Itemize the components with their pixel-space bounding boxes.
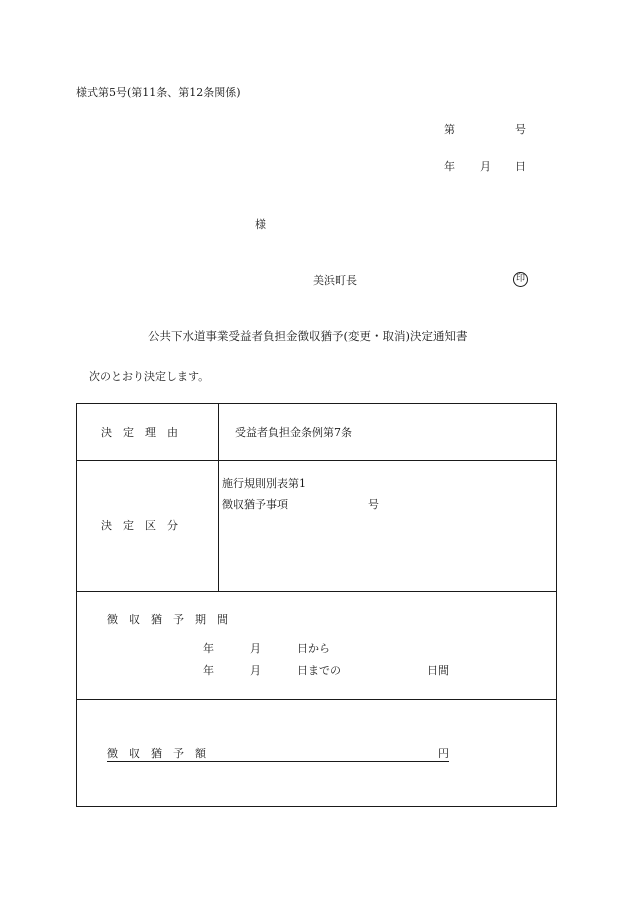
date-month: 月: [480, 160, 491, 173]
period-end-day: 日までの: [297, 664, 341, 677]
category-line1: 施行規則別表第1: [222, 477, 306, 490]
category-label: 決 定 区 分: [101, 519, 178, 532]
amount-cell: [77, 700, 557, 807]
period-start-year: 年: [203, 642, 214, 655]
date-year: 年: [444, 160, 455, 173]
category-line2: 徴収猶予事項: [222, 498, 288, 511]
reason-label: 決 定 理 由: [101, 426, 178, 439]
period-days: 日間: [427, 664, 449, 677]
reason-label-cell: [77, 404, 219, 461]
date-day: 日: [515, 160, 526, 173]
reason-value-cell: [219, 404, 557, 461]
amount-unit: 円: [438, 747, 449, 760]
seal-icon: 印: [513, 272, 528, 287]
period-start-month: 月: [250, 642, 261, 655]
period-end-month: 月: [250, 664, 261, 677]
recipient-suffix: 様: [255, 218, 266, 231]
form-number: 様式第5号(第11条、第12条関係): [76, 86, 241, 99]
amount-underline: [107, 761, 449, 762]
decision-table: [76, 403, 557, 807]
intro-text: 次のとおり決定します。: [89, 370, 210, 383]
doc-number-prefix: 第: [444, 123, 455, 136]
period-label: 徴 収 猶 予 期 間: [107, 613, 228, 626]
category-label-cell: [77, 461, 219, 592]
document-title: 公共下水道事業受益者負担金徴収猶予(変更・取消)決定通知書: [148, 329, 468, 343]
reason-value: 受益者負担金条例第7条: [235, 426, 352, 439]
issuer: 美浜町長: [313, 274, 357, 287]
doc-number-suffix: 号: [515, 123, 526, 136]
period-start-day: 日から: [297, 642, 330, 655]
category-line2-suffix: 号: [368, 498, 379, 511]
category-value-cell: [219, 461, 557, 592]
period-cell: [77, 592, 557, 700]
period-end-year: 年: [203, 664, 214, 677]
amount-label: 徴 収 猶 予 額: [107, 747, 206, 760]
